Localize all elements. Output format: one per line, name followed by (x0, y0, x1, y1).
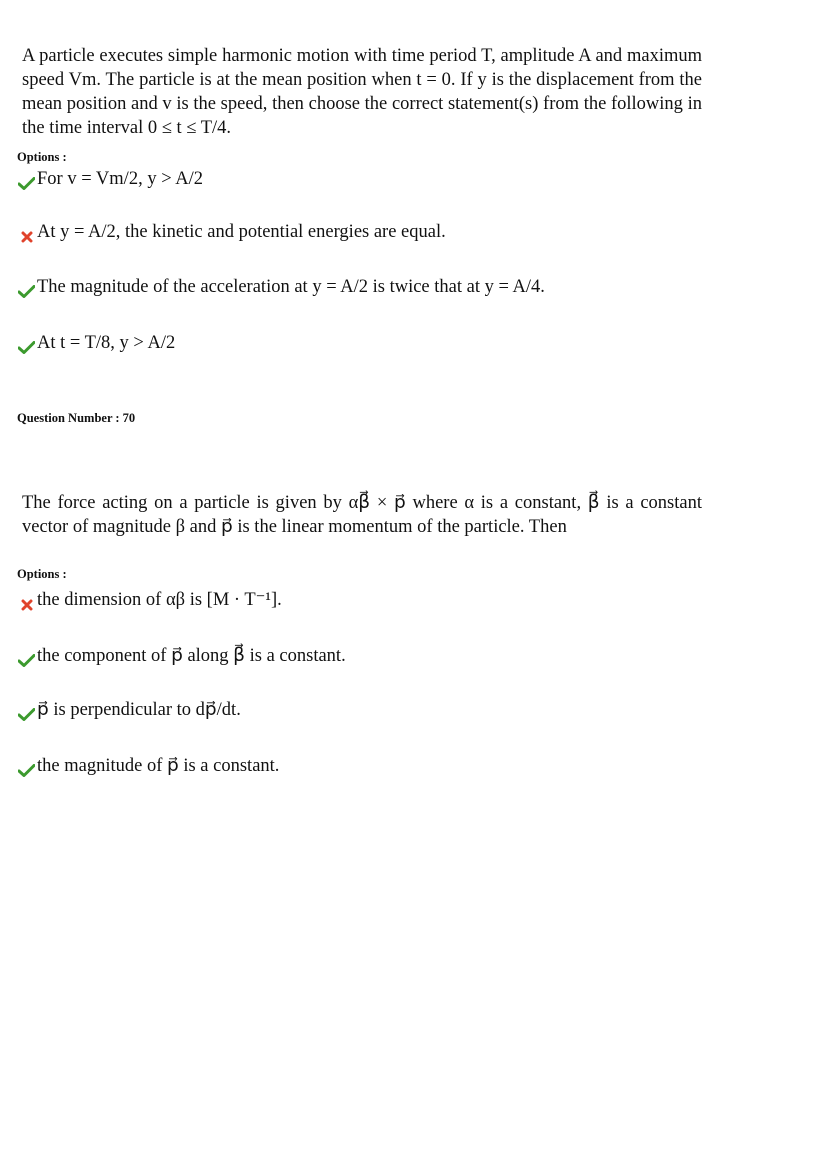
question-70-text: The force acting on a particle is given by αβ⃗ × p⃗ where α is a constant, β⃗ is a constant vector of magnitude β and p⃗ is the linear momentum of the particle. Then (22, 493, 702, 537)
option-text: The magnitude of the acceleration at y = A/2 is twice that at y = A/4. (37, 276, 545, 297)
question-69-option-1 (17, 168, 203, 190)
question-70-options-label: Options : (17, 567, 67, 581)
question-70-number: Question Number : 70 (17, 411, 136, 425)
cross-icon (17, 589, 36, 611)
option-text: At t = T/8, y > A/2 (37, 332, 176, 353)
option-text: p⃗ is perpendicular to dp⃗/dt. (37, 700, 241, 720)
question-70-option-4 (17, 755, 279, 777)
question-69-option-2 (17, 221, 446, 243)
question-69-option-3 (17, 276, 545, 298)
question-69-option-4 (17, 332, 175, 354)
check-icon (17, 168, 36, 190)
option-text: At y = A/2, the kinetic and potential energies are equal. (37, 221, 446, 242)
question-69-text: A particle executes simple harmonic motion with time period T, amplitude A and maximum speed Vm. The particle is at the mean position when t = 0. If y is the displacement from the mean position and v is the speed, then choose the correct statement(s) from the following in the time interval 0 ≤ t ≤ T/4. (22, 46, 702, 138)
check-icon (17, 755, 36, 777)
check-icon (17, 332, 36, 354)
option-text: the magnitude of p⃗ is a constant. (37, 756, 280, 776)
cross-icon (17, 221, 36, 243)
check-icon (17, 276, 36, 298)
option-text: the component of p⃗ along β⃗ is a constant. (37, 646, 346, 666)
question-70-option-2 (17, 645, 346, 667)
question-70-option-1 (17, 589, 282, 611)
check-icon (17, 645, 36, 667)
option-text: For v = Vm/2, y > A/2 (37, 168, 203, 189)
check-icon (17, 699, 36, 721)
option-text: the dimension of αβ is [M · T⁻¹]. (37, 590, 282, 610)
question-69-options-label: Options : (17, 150, 67, 164)
question-70-option-3 (17, 699, 241, 721)
